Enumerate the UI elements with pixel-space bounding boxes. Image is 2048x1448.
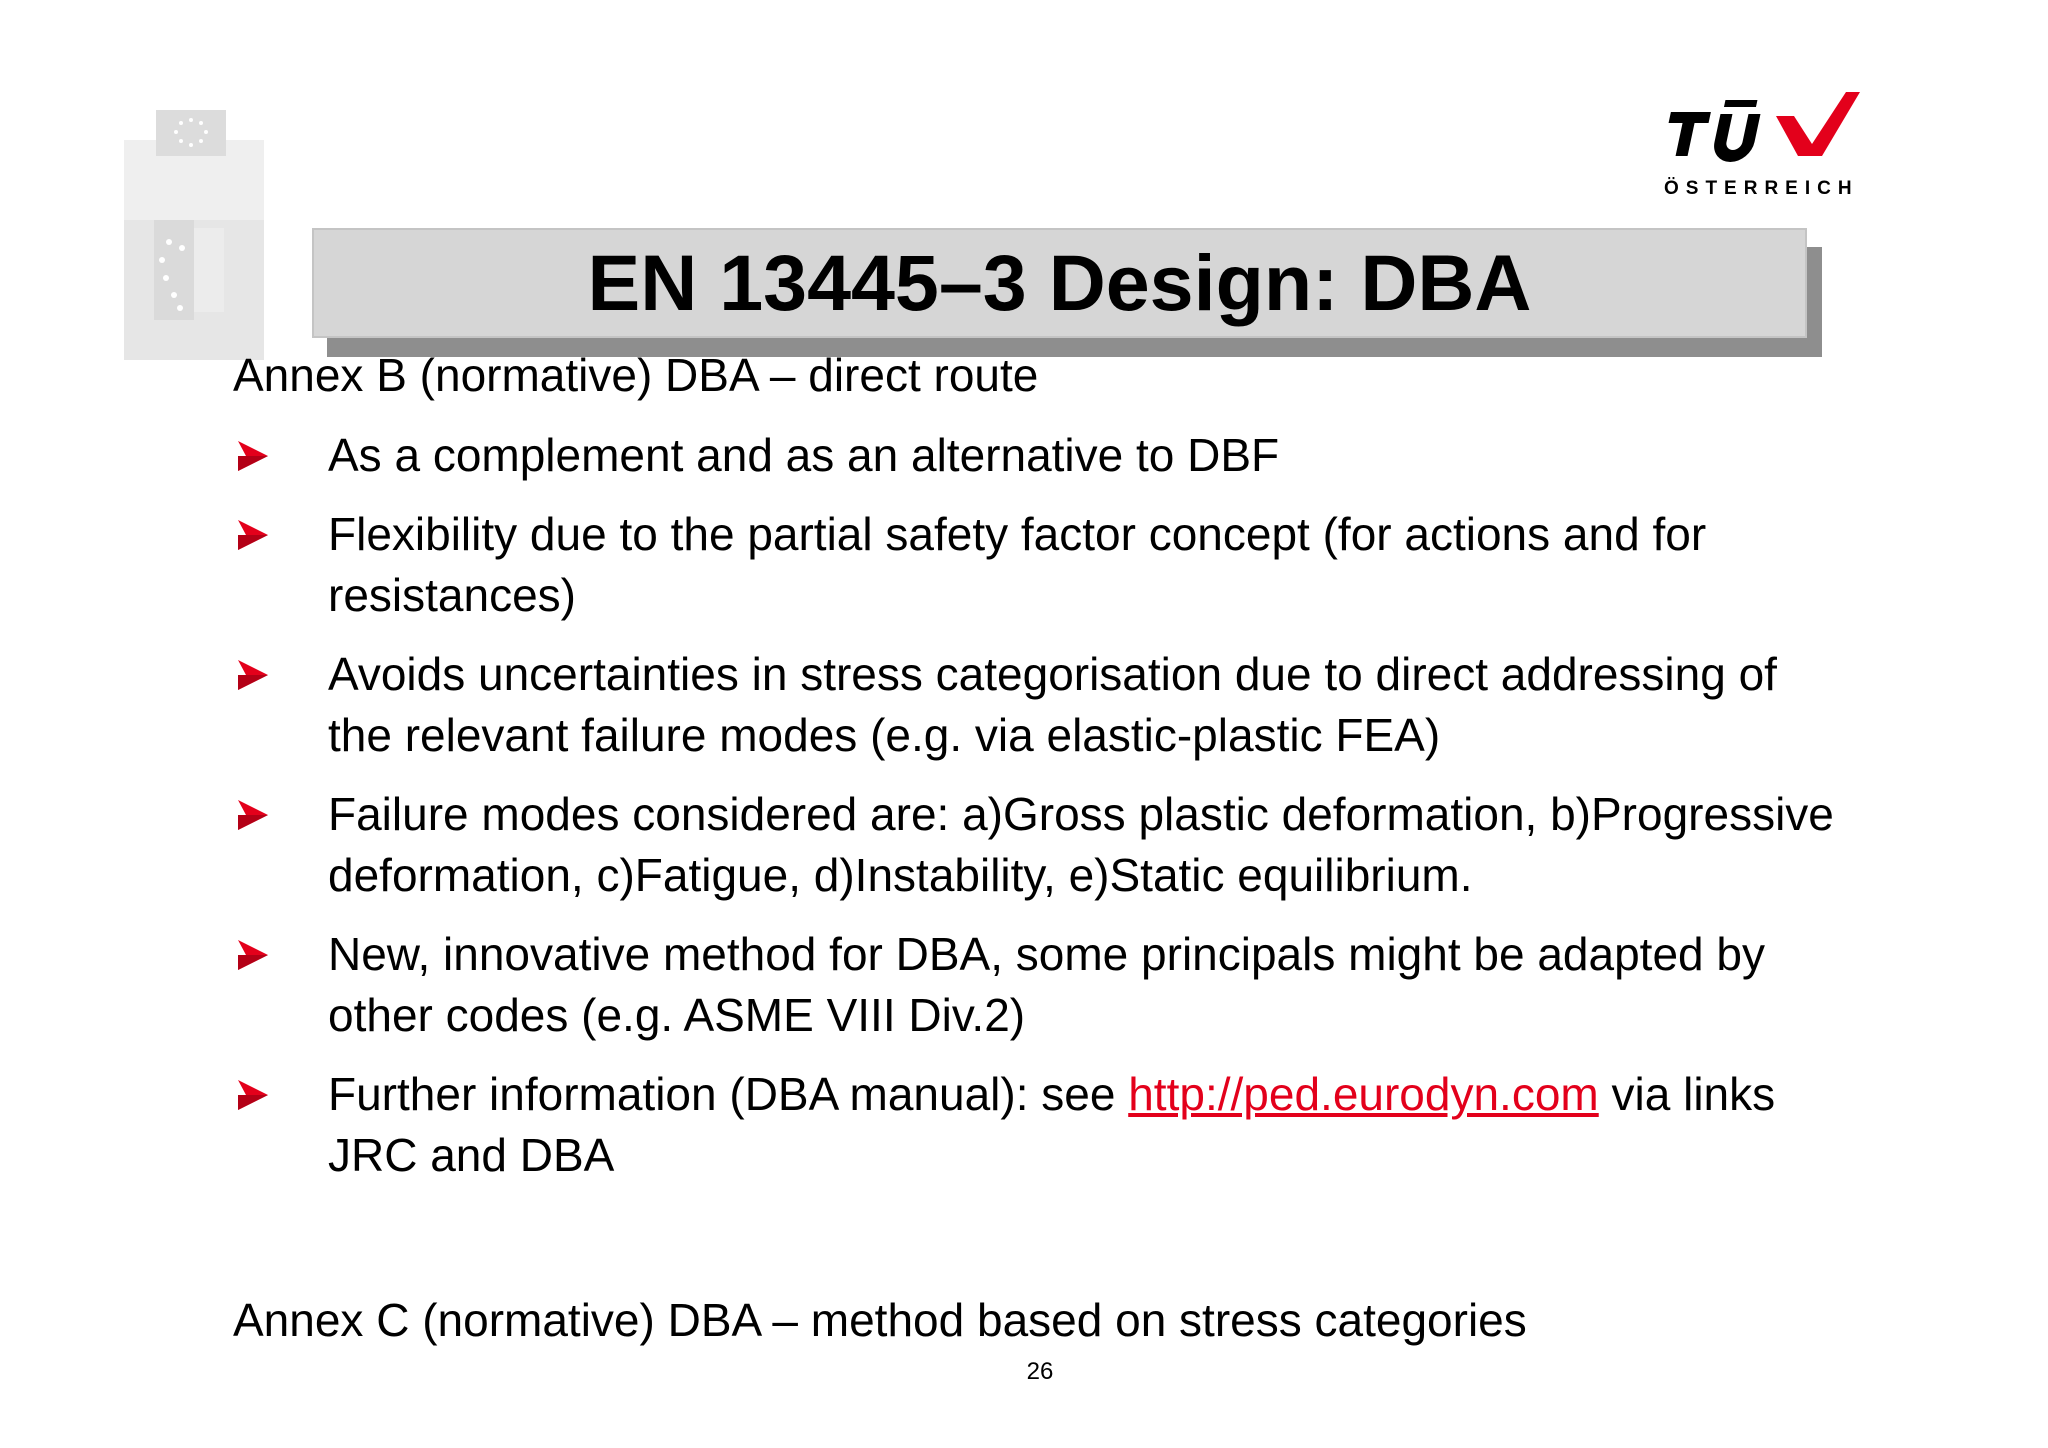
logo-subtitle: ÖSTERREICH (1664, 178, 1859, 199)
bullet-text: As a complement and as an alternative to DBF (328, 429, 1280, 481)
annex-b-heading: Annex B (normative) DBA – direct route (233, 349, 1039, 401)
arrow-bullet-icon (236, 439, 270, 473)
list-item (233, 1064, 1853, 1186)
arrow-bullet-icon (236, 518, 270, 552)
bullet-text: Flexibility due to the partial safety factor concept (for actions and for resistances) (328, 508, 1707, 621)
arrow-bullet-icon (236, 798, 270, 832)
arrow-bullet-icon (236, 658, 270, 692)
list-item (233, 644, 1853, 766)
title-banner (312, 228, 1807, 338)
tuv-wordmark-icon (1648, 88, 1874, 168)
bullet-text: Failure modes considered are: a)Gross plastic deformation, b)Progressive deformation, c)Fatigue, d)Instability, e)Static equilibrium. (328, 788, 1834, 901)
arrow-bullet-icon (236, 938, 270, 972)
bullet-text-after-link: via links JRC and DBA (328, 1068, 1776, 1181)
list-item (233, 504, 1853, 626)
tuv-logo (1648, 88, 1874, 208)
list-item (233, 425, 1853, 486)
annex-c-heading: Annex C (normative) DBA – method based on stress categories (233, 1294, 1527, 1346)
list-item (233, 784, 1853, 906)
arrow-bullet-icon (236, 1078, 270, 1112)
page-number: 26 (1026, 1358, 1054, 1385)
eurodyn-link[interactable]: http://ped.eurodyn.com (1128, 1068, 1599, 1120)
bullet-text: New, innovative method for DBA, some principals might be adapted by other codes (e.g. ASME VIII Div.2) (328, 928, 1765, 1041)
bullet-list (233, 425, 1853, 1204)
bullet-text: Avoids uncertainties in stress categorisation due to direct addressing of the relevant failure modes (e.g. via elastic-plastic FEA) (328, 648, 1777, 761)
bullet-text-before-link: Further information (DBA manual): see (328, 1068, 1129, 1120)
eu-emblem-icon (124, 110, 264, 360)
slide-title: EN 13445–3 Design: DBA (587, 238, 1532, 327)
list-item (233, 924, 1853, 1046)
